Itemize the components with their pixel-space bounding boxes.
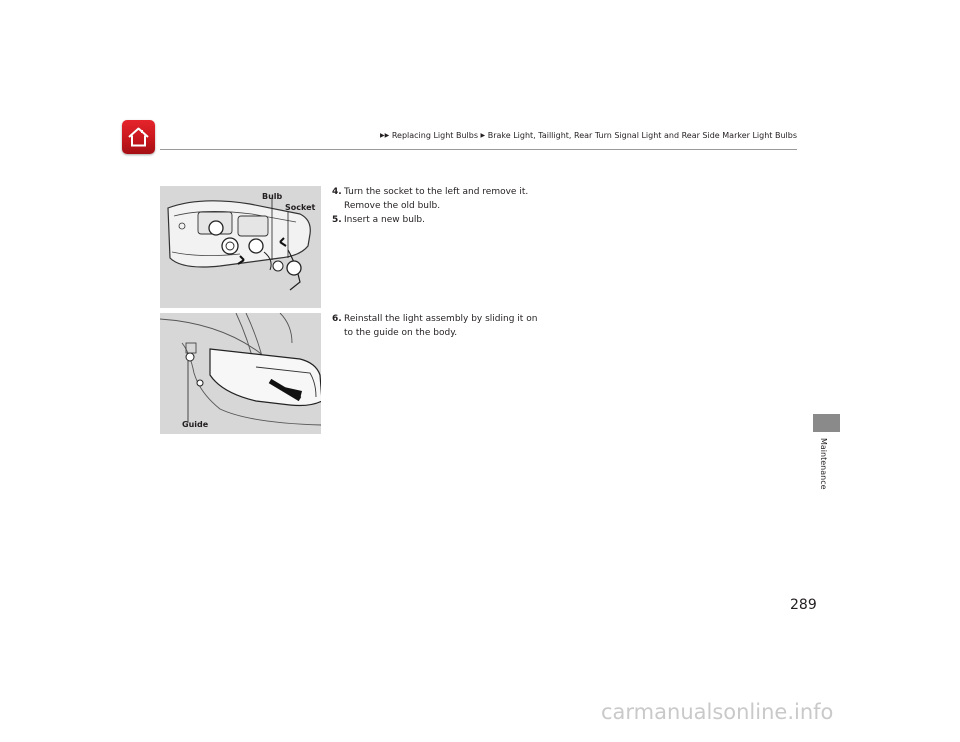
breadcrumb-item-1[interactable]: Replacing Light Bulbs [391, 131, 478, 140]
breadcrumb-arrow-icon: ▶▶ [380, 132, 390, 139]
header-divider [160, 149, 797, 150]
steps-group-1 [332, 185, 562, 227]
page-number: 289 [790, 597, 817, 613]
breadcrumb [360, 131, 797, 140]
breadcrumb-item-2[interactable]: Brake Light, Taillight, Rear Turn Signal Light and Rear Side Marker Light Bulbs [487, 131, 797, 140]
home-button[interactable] [122, 120, 155, 154]
step-6 [332, 312, 562, 340]
step-line: Insert a new bulb. [344, 215, 426, 225]
section-label: Maintenance [819, 438, 828, 490]
home-icon [126, 125, 151, 149]
socket-removal-illustration [160, 186, 321, 308]
light-assembly-illustration [160, 313, 321, 434]
step-line: Turn the socket to the left and remove it. [344, 187, 529, 197]
callout-bulb: Bulb [262, 192, 283, 201]
step-line: to the guide on the body. [344, 328, 458, 338]
steps-group-2 [332, 312, 562, 340]
watermark: carmanualsonline.info [601, 700, 834, 724]
step-5 [332, 213, 562, 227]
step-number: 6. [332, 314, 342, 324]
section-tab[interactable] [813, 414, 840, 432]
step-line: Reinstall the light assembly by sliding it on [344, 314, 538, 324]
step-number: 4. [332, 187, 342, 197]
step-line: Remove the old bulb. [344, 201, 441, 211]
callout-guide: Guide [182, 420, 209, 429]
callout-socket: Socket [285, 203, 316, 212]
step-number: 5. [332, 215, 342, 225]
step-4 [332, 185, 562, 213]
breadcrumb-arrow-icon: ▶ [480, 132, 486, 139]
